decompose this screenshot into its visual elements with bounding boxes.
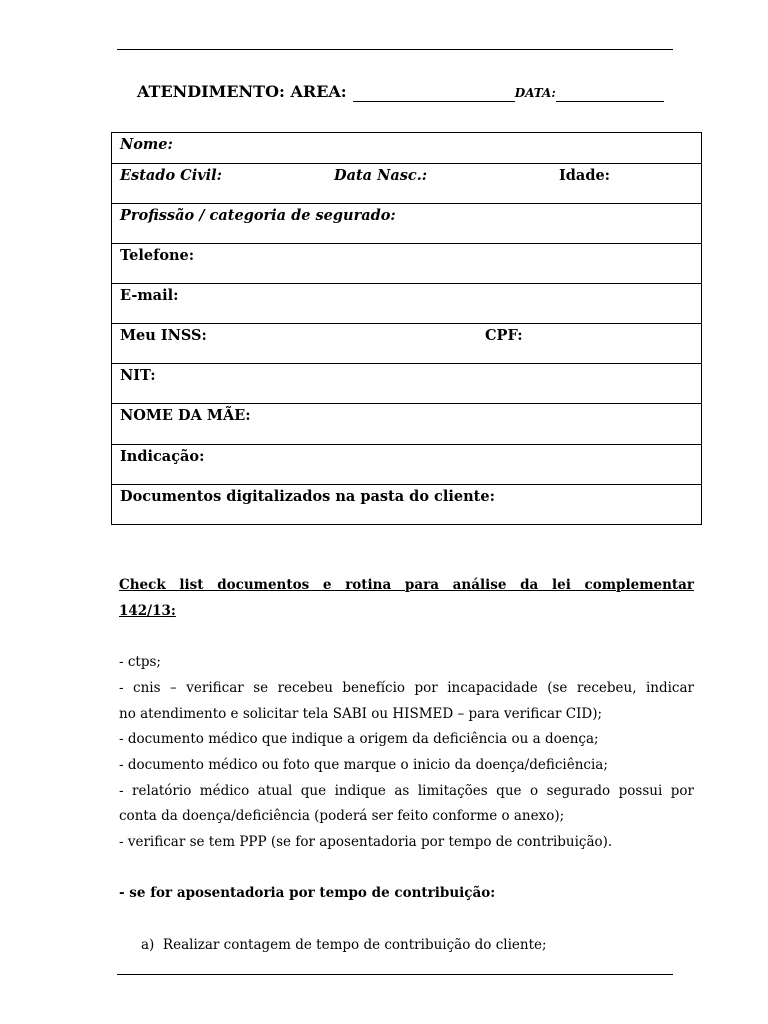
- nome-field: Nome:: [112, 133, 702, 164]
- bottom-rule: [117, 974, 673, 975]
- data-label: DATA:: [514, 86, 556, 100]
- idade-field: Idade:: [559, 167, 611, 184]
- profissao-field: Profissão / categoria de segurado:: [112, 204, 702, 244]
- list-item: - documento médico ou foto que marque o inicio da doença/deficiência;: [119, 756, 608, 773]
- row-meu-inss: [112, 324, 702, 364]
- meu-inss-field: Meu INSS:: [120, 327, 207, 344]
- list-item: - documento médico que indique a origem da deficiência ou a doença;: [119, 731, 599, 748]
- list-item-a: [119, 933, 694, 959]
- spacer: [119, 856, 694, 882]
- list-item: - verificar se tem PPP (se for aposentadoria por tempo de contribuição).: [119, 834, 613, 851]
- list-item: no atendimento e solicitar tela SABI ou HISMED – para verificar CID);: [119, 705, 603, 722]
- list-item-a-marker: a): [141, 936, 155, 953]
- header-title: ATENDIMENTO: AREA:: [137, 82, 347, 101]
- meu-inss-cell: [112, 324, 702, 364]
- estado-civil-cell: [112, 164, 702, 204]
- row-profissao: [112, 204, 702, 244]
- checklist-heading: [119, 573, 694, 624]
- list-item: conta da doença/deficiência (poderá ser feito conforme o anexo);: [119, 808, 565, 825]
- row-nome: [112, 133, 702, 164]
- row-email: [112, 284, 702, 324]
- row-documentos: [112, 485, 702, 525]
- data-nasc-field: Data Nasc.:: [334, 167, 428, 184]
- form-header: [137, 82, 682, 102]
- indicacao-field: Indicação:: [112, 445, 702, 485]
- client-info-table: [111, 132, 702, 525]
- spacer: [119, 624, 694, 650]
- area-blank-line: [353, 82, 515, 102]
- top-rule: [117, 49, 673, 50]
- telefone-field: Telefone:: [112, 244, 702, 284]
- nit-field: NIT:: [112, 364, 702, 404]
- row-nome-mae: [112, 404, 702, 445]
- checklist-subheading: - se for aposentadoria por tempo de contribuição:: [119, 885, 496, 902]
- row-telefone: [112, 244, 702, 284]
- list-item: - cnis – verificar se recebeu benefício por incapacidade (se recebeu, indicar: [119, 679, 694, 696]
- row-estado-civil: [112, 164, 702, 204]
- row-indicacao: [112, 445, 702, 485]
- estado-civil-field: Estado Civil:: [120, 167, 223, 184]
- cpf-field: CPF:: [485, 327, 523, 344]
- row-nit: [112, 364, 702, 404]
- checklist-heading-line2: 142/13:: [119, 602, 176, 619]
- documentos-field: Documentos digitalizados na pasta do cliente:: [112, 485, 702, 525]
- data-blank-line: [556, 82, 664, 102]
- checklist-section: [119, 573, 694, 959]
- email-field: E-mail:: [112, 284, 702, 324]
- checklist-heading-line1: Check list documentos e rotina para análise da lei complementar: [119, 577, 694, 593]
- list-item: - relatório médico atual que indique as limitações que o segurado possui por: [119, 782, 694, 799]
- list-item-a-text: Realizar contagem de tempo de contribuição do cliente;: [162, 936, 547, 953]
- nome-mae-field: NOME DA MÃE:: [112, 404, 702, 445]
- spacer: [119, 907, 694, 933]
- list-item: - ctps;: [119, 654, 161, 671]
